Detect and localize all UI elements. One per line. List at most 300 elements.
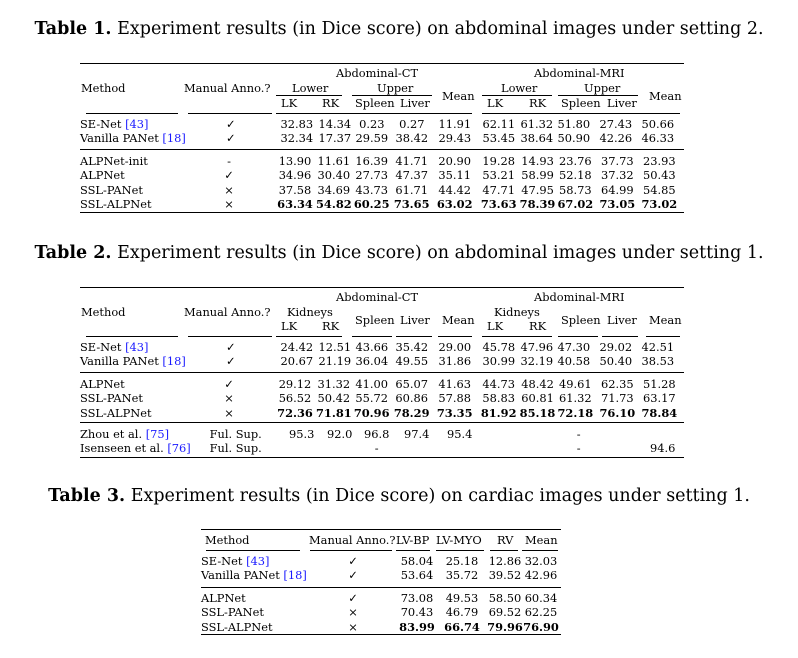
ct-rk-cell: 14.34: [318, 116, 352, 131]
mri-spleen-cell: -: [576, 441, 581, 455]
ct-lk-cell: 13.90: [278, 153, 312, 168]
citation-link[interactable]: [76]: [167, 441, 191, 455]
mri-mean-cell: [643, 426, 683, 441]
mri-mean-cell: 50.66: [641, 116, 675, 131]
ct-spleen-cell: 41.00: [355, 376, 388, 391]
table1-col-ct-liver: Liver: [400, 96, 430, 110]
manual-anno-cell: ×: [348, 605, 358, 619]
method-name: Zhou et al.: [80, 426, 146, 441]
mri-liver-cell: [599, 426, 643, 441]
table3-caption-text: Experiment results (in Dice score) on cardiac images under setting 1.: [125, 486, 750, 506]
method-cell: [80, 441, 191, 456]
ct-rk-cell: 54.82: [316, 197, 352, 211]
method-cell: [201, 619, 309, 634]
mean-cell: 62.25: [524, 605, 558, 619]
manual-anno-cell: ✓: [226, 354, 236, 368]
method-cell: [80, 153, 184, 168]
method-name: Vanilla PANet: [201, 568, 284, 582]
ct-rk-cell: 34.69: [317, 182, 351, 197]
method-cell: [201, 568, 309, 583]
lv-bp-cell: 83.99: [399, 619, 435, 634]
method-cell: [80, 354, 186, 369]
manual-anno-cell: ×: [224, 197, 234, 211]
mean-cell: 76.90: [523, 619, 559, 634]
ct-liver-cell: 41.71: [395, 153, 428, 168]
ct-rk-cell: 12.51: [318, 339, 352, 354]
table2-col-mri-lk: LK: [487, 319, 504, 333]
ct-spleen-cell: 43.66: [355, 339, 389, 354]
mri-rk-cell: 78.39: [519, 197, 556, 211]
table2-mid-rule: [80, 372, 684, 373]
manual-anno-cell: ✓: [224, 168, 234, 182]
mri-lk-cell: 73.63: [480, 197, 517, 211]
manual-anno-cell: ×: [224, 391, 234, 405]
ct-lk-cell: 72.36: [277, 405, 313, 420]
mri-lk-cell: 53.45: [482, 131, 516, 145]
table-row: [80, 197, 679, 212]
ct-rk-cell: 17.37: [318, 131, 352, 145]
table2-cmid-liver-ct: [396, 336, 432, 337]
mri-mean-cell: 46.33: [641, 131, 675, 145]
table3-cmid-rv: [490, 550, 518, 551]
ct-liver-cell: 97.4: [404, 426, 430, 441]
table-row: [80, 441, 683, 456]
citation-link[interactable]: [18]: [283, 568, 307, 582]
table2-body-group2: [80, 376, 679, 420]
manual-anno-cell: ✓: [224, 376, 234, 391]
ct-lk-cell: 20.67: [280, 354, 314, 368]
manual-anno-cell: Ful. Sup.: [209, 426, 262, 441]
ct-liver-cell: 0.27: [399, 116, 425, 131]
manual-anno-cell: ×: [224, 405, 234, 420]
lv-myo-cell: 49.53: [445, 590, 479, 605]
ct-rk-cell: 50.42: [317, 391, 351, 405]
table1-caption-label: Table 1.: [34, 19, 112, 39]
ct-spleen-cell: 27.73: [355, 168, 388, 182]
table1-cmid-mri: [482, 113, 680, 114]
ct-spleen-cell: 96.8: [364, 426, 390, 441]
mri-mean-cell: 42.51: [641, 339, 675, 354]
table2-mid-rule-2: [80, 422, 684, 423]
mri-rk-cell: 85.18: [519, 405, 556, 420]
table2-col-ct-liver: Liver: [400, 313, 430, 327]
table1-col-ct-lk: LK: [281, 96, 298, 110]
mri-rk-cell: 48.42: [521, 376, 554, 391]
ct-liver-cell: 78.29: [393, 405, 430, 420]
mean-cell: 32.03: [524, 553, 558, 568]
method-name: ALPNet-init: [80, 153, 148, 168]
table1-col-mri-lower: Lower: [501, 81, 538, 95]
table2-bottom-rule: [80, 457, 684, 458]
mri-spleen-cell: 47.30: [557, 339, 591, 354]
table3-caption-label: Table 3.: [48, 486, 126, 506]
ct-liver-cell: 61.71: [395, 182, 428, 197]
method-cell: [80, 116, 186, 131]
table-row: [80, 182, 679, 197]
citation-link[interactable]: [43]: [125, 339, 149, 354]
mri-spleen-cell: 51.80: [557, 116, 591, 131]
method-cell: [80, 405, 184, 420]
mri-rk-cell: 47.96: [520, 339, 554, 354]
mri-lk-cell: [483, 426, 525, 441]
method-cell: [80, 197, 184, 212]
table2-col-mri-mean: Mean: [649, 313, 682, 327]
table1-col-ct-upper: Upper: [377, 81, 414, 95]
mri-liver-cell: 37.73: [601, 153, 634, 168]
table2-cmid-mean-ct: [438, 336, 472, 337]
manual-anno-cell: Ful. Sup.: [209, 441, 262, 455]
mri-rk-cell: [525, 441, 559, 456]
ct-lk-cell: 32.83: [280, 116, 314, 131]
method-name: Vanilla PANet: [80, 131, 163, 145]
mri-mean-cell: 38.53: [641, 354, 675, 368]
table3-cmid-mean: [522, 550, 558, 551]
mri-lk-cell: 53.21: [482, 168, 515, 182]
table3-mid-rule: [201, 587, 561, 588]
ct-lk-cell: 32.34: [280, 131, 314, 145]
method-name: SSL-PANet: [80, 182, 143, 197]
mri-mean-cell: 94.6: [650, 441, 676, 455]
table2-col-ct-kidneys: Kidneys: [287, 305, 333, 319]
table3-col-lvbp: LV-BP: [396, 533, 430, 547]
table1-col-mri-mean: Mean: [649, 89, 682, 103]
ct-mean-cell: 11.91: [438, 116, 472, 131]
table2-col-mri-spleen: Spleen: [561, 313, 601, 327]
table-row: [201, 568, 559, 583]
ct-lk-cell: 95.3: [289, 426, 315, 441]
mri-spleen-cell: 72.18: [557, 405, 594, 420]
table1-cmid-ct: [276, 113, 472, 114]
table-row: [80, 426, 683, 441]
mean-cell: 60.34: [524, 590, 558, 605]
manual-anno-cell: ✓: [226, 116, 236, 131]
mri-lk-cell: 45.78: [482, 339, 516, 354]
citation-link[interactable]: [75]: [145, 426, 170, 441]
mri-spleen-cell: 50.90: [557, 131, 591, 145]
manual-anno-cell: ✓: [348, 590, 358, 605]
table2-col-abdominal-mri: Abdominal-MRI: [534, 290, 625, 304]
table2-col-manual: Manual Anno.?: [184, 305, 271, 319]
mri-spleen-cell: 23.76: [559, 153, 592, 168]
method-cell: [201, 553, 309, 568]
table-row: [201, 619, 559, 634]
table2-col-ct-rk: RK: [322, 319, 340, 333]
mean-cell: 42.96: [524, 568, 558, 582]
ct-mean-cell: 35.11: [438, 168, 471, 182]
mri-lk-cell: 47.71: [482, 182, 515, 197]
table2-caption-text: Experiment results (in Dice score) on abdominal images under setting 1.: [111, 243, 764, 263]
manual-anno-cell: ×: [224, 182, 234, 197]
table-row: [80, 116, 678, 131]
table2-body-group1: [80, 339, 678, 368]
table2-cmid-manual: [188, 336, 272, 337]
ct-mean-cell: 63.02: [436, 197, 473, 211]
ct-liver-cell: 73.65: [393, 197, 430, 211]
table1-body-group2: [80, 153, 679, 211]
ct-liver-cell: 35.42: [395, 339, 429, 354]
lv-bp-cell: 70.43: [400, 605, 434, 619]
mri-liver-cell: 29.02: [599, 339, 633, 354]
ct-spleen-cell: 36.04: [355, 354, 389, 368]
table1-cmid-manual: [188, 113, 272, 114]
mri-mean-cell: 51.28: [643, 376, 676, 391]
ct-liver-cell: 38.42: [395, 131, 429, 145]
manual-anno-cell: -: [227, 153, 231, 168]
lv-bp-cell: 53.64: [400, 568, 434, 582]
method-name: ALPNet: [201, 590, 246, 605]
table2-cmid-kidneys-ct: [276, 336, 342, 337]
mri-mean-cell: 63.17: [643, 391, 676, 405]
citation-link[interactable]: [43]: [125, 116, 149, 131]
ct-mean-cell: 44.42: [438, 182, 471, 197]
method-name: SSL-PANet: [201, 605, 264, 619]
table1-bottom-rule: [80, 212, 684, 213]
table-row: [201, 553, 559, 568]
mri-liver-cell: 42.26: [599, 131, 633, 145]
table2-cmid-spleen-mri: [558, 336, 598, 337]
table1-col-method: Method: [81, 81, 126, 95]
table2-body-group3: [80, 426, 683, 455]
table3-col-lvmyo: LV-MYO: [436, 533, 482, 547]
mri-liver-cell: 62.35: [601, 376, 634, 391]
table3-body-group1: [201, 553, 559, 582]
mri-spleen-cell: -: [576, 426, 581, 441]
manual-anno-cell: ×: [348, 619, 358, 634]
mri-rk-cell: 38.64: [520, 131, 554, 145]
method-name: ALPNet: [80, 168, 125, 182]
rv-cell: 58.50: [488, 590, 522, 605]
mri-rk-cell: 47.95: [521, 182, 554, 197]
mri-lk-cell: 19.28: [482, 153, 515, 168]
table1-col-ct-spleen: Spleen: [355, 96, 395, 110]
ct-mean-cell: [437, 441, 483, 456]
table3-cmid-manual: [310, 550, 392, 551]
ct-mean-cell: 29.43: [438, 131, 472, 145]
method-name: SSL-ALPNet: [80, 405, 152, 420]
citation-link[interactable]: [18]: [162, 354, 186, 368]
mri-lk-cell: 81.92: [480, 405, 517, 420]
table3-bottom-rule: [201, 634, 561, 635]
ct-spleen-cell: 55.72: [355, 391, 388, 405]
table2-col-mri-rk: RK: [529, 319, 547, 333]
ct-spleen-cell: 29.59: [355, 131, 389, 145]
table3-col-method: Method: [205, 533, 250, 547]
table1-col-mri-lk: LK: [487, 96, 504, 110]
lv-myo-cell: 25.18: [445, 553, 479, 568]
table3-caption: [0, 486, 798, 506]
mri-rk-cell: 60.81: [521, 391, 554, 405]
table1-col-mri-spleen: Spleen: [561, 96, 601, 110]
table-row: [80, 131, 678, 146]
table3-body-group2: [201, 590, 559, 634]
ct-rk-cell: 21.19: [318, 354, 352, 368]
mri-lk-cell: 58.83: [482, 391, 515, 405]
table1-col-mri-liver: Liver: [607, 96, 637, 110]
mri-rk-cell: 14.93: [521, 153, 554, 168]
table2-col-ct-mean: Mean: [442, 313, 475, 327]
table-row: [201, 605, 559, 620]
mri-spleen-cell: 40.58: [557, 354, 591, 368]
table2-col-ct-spleen: Spleen: [355, 313, 395, 327]
citation-link[interactable]: [43]: [246, 553, 270, 568]
table1-caption: [0, 19, 798, 39]
rv-cell: 12.86: [488, 553, 522, 568]
ct-mean-cell: 20.90: [438, 153, 471, 168]
method-name: ALPNet: [80, 376, 125, 391]
mri-lk-cell: 30.99: [482, 354, 516, 368]
method-name: Isenseen et al.: [80, 441, 168, 455]
table-row: [80, 376, 679, 391]
mri-spleen-cell: 52.18: [559, 168, 592, 182]
table-row: [80, 153, 679, 168]
table1-body-group1: [80, 116, 678, 145]
table2-col-ct-lk: LK: [281, 319, 298, 333]
table3-col-rv: RV: [497, 533, 514, 547]
ct-mean-cell: 73.35: [436, 405, 473, 420]
table-row: [80, 405, 679, 420]
lv-myo-cell: 35.72: [445, 568, 479, 582]
table-row: [80, 391, 679, 406]
mri-liver-cell: 73.05: [599, 197, 636, 211]
table1-col-ct-mean: Mean: [442, 89, 475, 103]
mri-liver-cell: 76.10: [599, 405, 636, 420]
method-name: SSL-PANet: [80, 391, 143, 405]
ct-lk-cell: 29.12: [278, 376, 312, 391]
table-row: [201, 590, 559, 605]
method-cell: [80, 376, 184, 391]
table3-cmid-lvbp: [396, 550, 430, 551]
ct-spleen-cell: 0.23: [359, 116, 385, 131]
manual-anno-cell: ✓: [348, 553, 358, 568]
ct-lk-cell: 37.58: [278, 182, 312, 197]
lv-bp-cell: 58.04: [400, 553, 434, 568]
table1-col-abdominal-mri: Abdominal-MRI: [534, 66, 625, 80]
manual-anno-cell: ✓: [226, 339, 236, 354]
method-name: SE-Net: [80, 116, 126, 131]
table1-col-mri-upper: Upper: [584, 81, 621, 95]
table-row: [80, 339, 678, 354]
table1-col-manual: Manual Anno.?: [184, 81, 271, 95]
table2-cmid-method: [86, 336, 178, 337]
table-row: [80, 168, 679, 183]
ct-liver-cell: 49.55: [395, 354, 429, 368]
ct-rk-cell: 30.40: [317, 168, 351, 182]
ct-spleen-cell: 43.73: [355, 182, 388, 197]
mri-lk-cell: [483, 441, 525, 456]
ct-lk-cell: 34.96: [278, 168, 312, 182]
ct-rk-cell: 31.32: [317, 376, 351, 391]
ct-spleen-cell: 16.39: [355, 153, 388, 168]
mri-rk-cell: 58.99: [521, 168, 554, 182]
ct-spleen-cell: 70.96: [353, 405, 390, 420]
mri-lk-cell: 44.73: [482, 376, 515, 391]
mri-mean-cell: 73.02: [641, 197, 678, 211]
ct-lk-cell: 56.52: [278, 391, 312, 405]
ct-mean-cell: 41.63: [438, 376, 471, 391]
table1-col-mri-rk: RK: [529, 96, 547, 110]
method-name: SSL-ALPNet: [80, 197, 152, 211]
mri-mean-cell: 78.84: [641, 405, 678, 420]
ct-liver-cell: 47.37: [395, 168, 428, 182]
ct-rk-cell: 71.81: [316, 405, 352, 420]
ct-liver-cell: 65.07: [395, 376, 428, 391]
method-cell: [80, 168, 184, 183]
mri-spleen-cell: 58.73: [559, 182, 592, 197]
method-cell: [80, 426, 191, 441]
mri-spleen-cell: 61.32: [559, 391, 592, 405]
method-cell: [80, 339, 186, 354]
ct-mean-cell: 31.86: [438, 354, 472, 368]
table1-mid-rule: [80, 149, 684, 150]
mri-mean-cell: 50.43: [643, 168, 676, 182]
table2-top-rule: [80, 287, 684, 288]
mri-rk-cell: 61.32: [520, 116, 554, 131]
lv-bp-cell: 73.08: [400, 590, 434, 605]
method-cell: [201, 605, 309, 620]
method-name: SSL-ALPNet: [201, 619, 273, 634]
table3-cmid-method: [206, 550, 300, 551]
table-row: [80, 354, 678, 369]
mri-mean-cell: 23.93: [643, 153, 676, 168]
method-name: SE-Net: [80, 339, 126, 354]
table1-col-ct-rk: RK: [322, 96, 340, 110]
ct-liver-cell: [397, 441, 437, 456]
table3-cmid-lvmyo: [436, 550, 484, 551]
table1-top-rule: [80, 63, 684, 64]
table2-cmid-mean-mri: [646, 336, 680, 337]
method-cell: [80, 391, 184, 406]
table2-cmid-spleen-ct: [352, 336, 392, 337]
ct-spleen-cell: -: [374, 441, 379, 455]
mri-spleen-cell: 49.61: [559, 376, 592, 391]
ct-rk-cell: 92.0: [327, 426, 353, 441]
table1-cmid-method: [86, 113, 178, 114]
table1-col-abdominal-ct: Abdominal-CT: [336, 66, 419, 80]
rv-cell: 69.52: [488, 605, 522, 619]
table2-cmid-liver-mri: [602, 336, 638, 337]
table3-top-rule: [201, 529, 561, 530]
ct-rk-cell: 11.61: [317, 153, 351, 168]
rv-cell: 39.52: [488, 568, 522, 582]
table3-col-mean: Mean: [525, 533, 558, 547]
mri-liver-cell: 50.40: [599, 354, 633, 368]
mri-liver-cell: 37.32: [601, 168, 634, 182]
mri-liver-cell: 27.43: [599, 116, 633, 131]
mri-liver-cell: 71.73: [601, 391, 634, 405]
method-name: SE-Net: [201, 553, 247, 568]
mri-liver-cell: 64.99: [601, 182, 634, 197]
method-cell: [80, 131, 186, 146]
lv-myo-cell: 46.79: [445, 605, 479, 619]
ct-lk-cell: 63.34: [277, 197, 313, 211]
method-cell: [201, 590, 309, 605]
method-cell: [80, 182, 184, 197]
table2-cmid-kidneys-mri: [482, 336, 552, 337]
mri-spleen-cell: 67.02: [557, 197, 594, 211]
rv-cell: 79.96: [487, 619, 523, 634]
mri-lk-cell: 62.11: [482, 116, 516, 131]
ct-spleen-cell: 60.25: [353, 197, 390, 211]
ct-lk-cell: [281, 441, 323, 456]
citation-link[interactable]: [18]: [162, 131, 186, 145]
ct-lk-cell: 24.42: [280, 339, 314, 354]
manual-anno-cell: ✓: [348, 568, 358, 582]
table2-caption-label: Table 2.: [34, 243, 112, 263]
mri-rk-cell: 32.19: [520, 354, 554, 368]
ct-liver-cell: 60.86: [395, 391, 428, 405]
ct-mean-cell: 95.4: [447, 426, 473, 441]
table3-col-manual: Manual Anno.?: [309, 533, 396, 547]
